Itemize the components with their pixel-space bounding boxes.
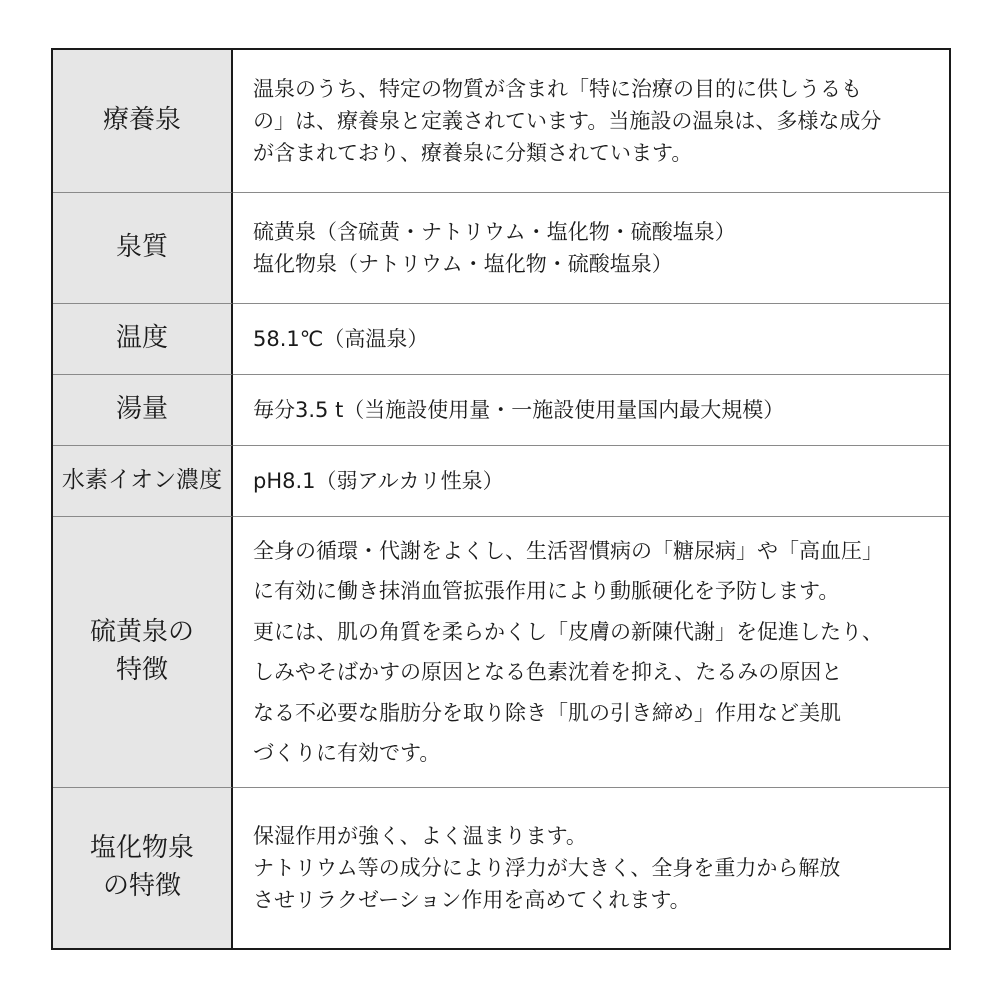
text-line: の」は、療養泉と定義されています。当施設の温泉は、多様な成分	[253, 109, 882, 133]
hot-spring-spec-table	[51, 48, 951, 950]
text-line: 硫黄泉（含硫黄・ナトリウム・塩化物・硫酸塩泉）	[253, 220, 736, 244]
text-line: ナトリウム等の成分により浮力が大きく、全身を重力から解放	[253, 856, 841, 880]
row-label: 泉質	[53, 193, 233, 304]
text-line: に有効に働き抹消血管拡張作用により動脈硬化を予防します。	[253, 579, 840, 603]
text-line: 保湿作用が強く、よく温まります。	[253, 824, 587, 848]
row-description	[233, 375, 949, 446]
text-line: させリラクゼーション作用を高めてくれます。	[253, 888, 691, 912]
row-description	[233, 517, 949, 788]
text-line: 塩化物泉（ナトリウム・塩化物・硫酸塩泉）	[253, 252, 673, 276]
text-line: 更には、肌の角質を柔らかくし「皮膚の新陳代謝」を促進したり、	[253, 619, 883, 644]
row-description	[233, 193, 949, 304]
text-line: なる不必要な脂肪分を取り除き「肌の引き締め」作用など美肌	[253, 700, 841, 725]
text-line: 全身の循環・代謝をよくし、生活習慣病の「糖尿病」や「高血圧」	[253, 538, 883, 563]
row-description	[233, 304, 949, 375]
text-line: 温泉のうち、特定の物質が含まれ「特に治療の目的に供しうるも	[253, 77, 862, 101]
row-label: 硫黄泉の 特徴	[53, 517, 233, 788]
row-label: 温度	[53, 304, 233, 375]
text-line: が含まれており、療養泉に分類されています。	[253, 141, 693, 165]
text-line: しみやそばかすの原因となる色素沈着を抑え、たるみの原因と	[253, 660, 843, 684]
text-line: 58.1℃（高温泉）	[253, 327, 429, 351]
row-description	[233, 50, 949, 193]
row-label: 塩化物泉 の特徴	[53, 788, 233, 948]
row-description	[233, 446, 949, 517]
row-label: 水素イオン濃度	[53, 446, 233, 517]
text-line: 毎分3.5 t（当施設使用量・一施設使用量国内最大規模）	[253, 398, 785, 422]
row-description	[233, 788, 949, 948]
row-label: 療養泉	[53, 50, 233, 193]
text-line: づくりに有効です。	[253, 741, 441, 765]
text-line: pH8.1（弱アルカリ性泉）	[253, 469, 504, 493]
row-label: 湯量	[53, 375, 233, 446]
